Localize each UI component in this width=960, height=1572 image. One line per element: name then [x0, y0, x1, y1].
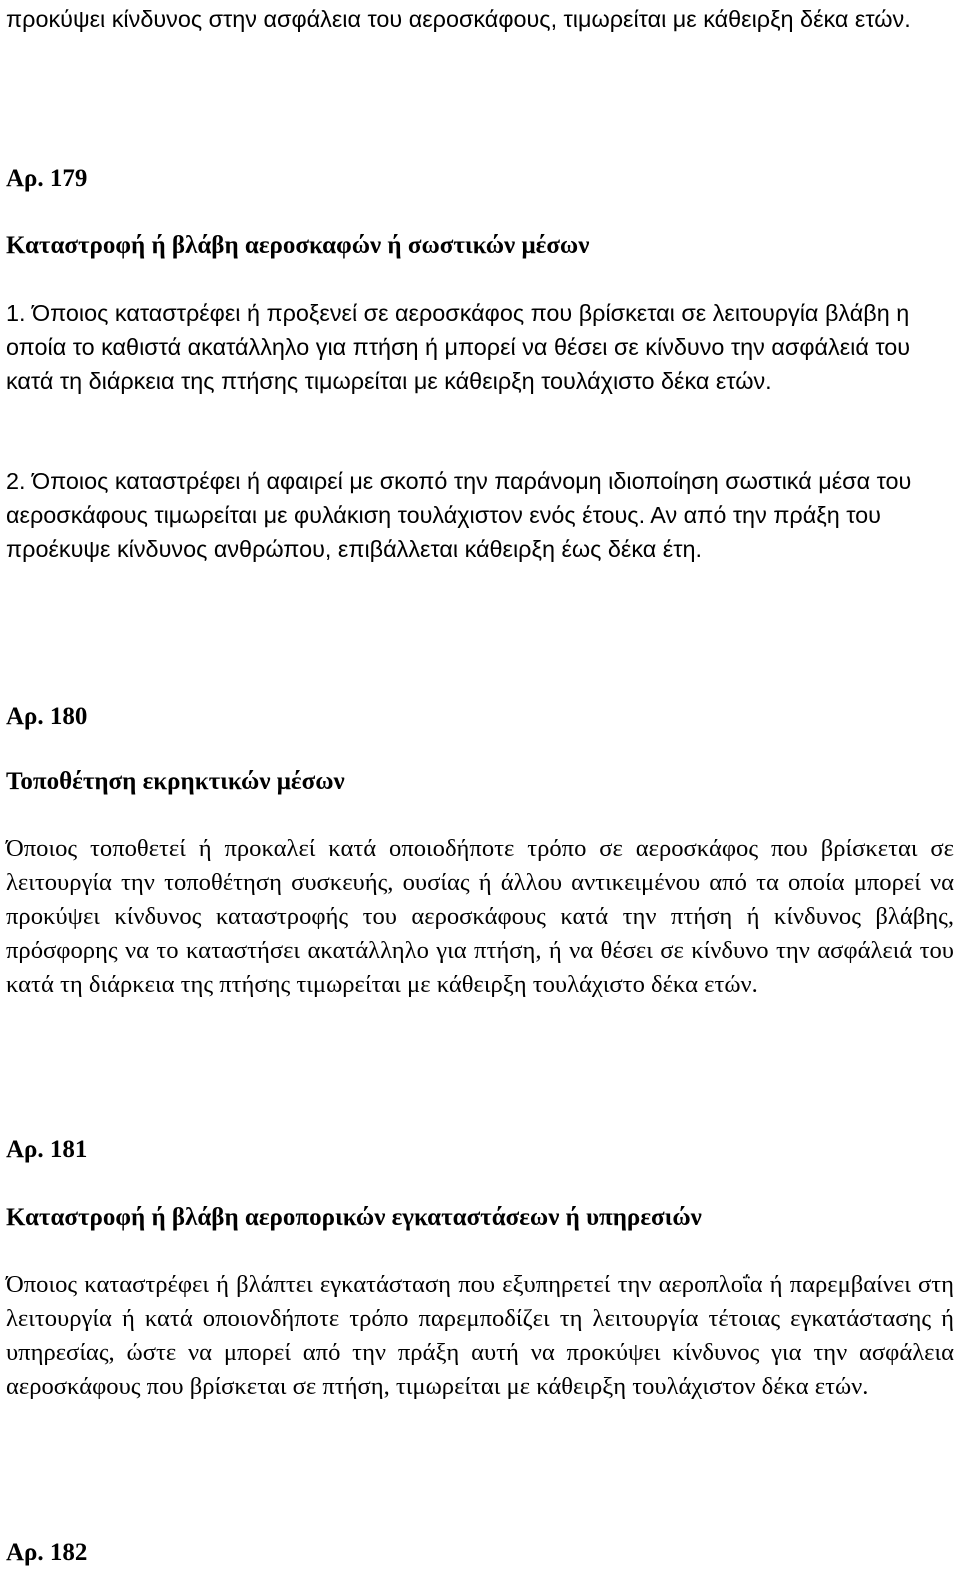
article-179-paragraph-1: 1. Όποιος καταστρέφει ή προξενεί σε αεροσκάφος που βρίσκεται σε λειτουργία βλάβη η οποία το καθιστά ακατάλληλο για πτήση ή μπορεί να θέσει σε κίνδυνο την ασφάλειά του κατά τη διάρκεια της πτήσης τιμωρείται με κάθειρξη τουλάχιστο δέκα ετών. [6, 300, 911, 394]
article-181-title: Καταστροφή ή βλάβη αεροπορικών εγκαταστάσεων ή υπηρεσιών [6, 1204, 702, 1231]
article-182-number: Αρ. 182 [6, 1539, 88, 1566]
article-180-paragraph: Όποιος τοποθετεί ή προκαλεί κατά οποιοδήποτε τρόπο σε αεροσκάφος που βρίσκεται σε λειτουργία την τοποθέτηση συσκευής, ουσίας ή άλλου αντικειμένου από τα οποία μπορεί να προκύψει κίνδυνος καταστροφής του αεροσκάφους κατά την πτήση ή κίνδυνος βλάβης, πρόσφορης να το καταστήσει ακατάλληλο για πτήση, ή να θέσει σε κίνδυνο την ασφάλειά του κατά τη διάρκεια της πτήσης τιμωρείται με κάθειρξη τουλάχιστο δέκα ετών. [6, 835, 954, 998]
article-181-number: Αρ. 181 [6, 1136, 88, 1163]
article-179-title: Καταστροφή ή βλάβη αεροσκαφών ή σωστικών μέσων [6, 232, 590, 259]
article-181-paragraph: Όποιος καταστρέφει ή βλάπτει εγκατάσταση που εξυπηρετεί την αεροπλοΐα ή παρεμβαίνει στη λειτουργία ή κατά οποιονδήποτε τρόπο παρεμποδίζει τη λειτουργία τέτοιας εγκατάστασης ή υπηρεσίας, ώστε να μπορεί από την πράξη αυτή να προκύψει κίνδυνος για την ασφάλεια αεροσκάφους που βρίσκεται σε πτήση, τιμωρείται με κάθειρξη τουλάχιστον δέκα ετών. [6, 1271, 954, 1400]
article-179-paragraph-2: 2. Όποιος καταστρέφει ή αφαιρεί με σκοπό την παράνομη ιδιοποίηση σωστικά μέσα του αεροσκάφους τιμωρείται με φυλάκιση τουλάχιστον ενός έτους. Αν από την πράξη του προέκυψε κίνδυνος ανθρώπου, επιβάλλεται κάθειρξη έως δέκα έτη. [6, 468, 912, 562]
article-179-number: Αρ. 179 [6, 165, 88, 192]
article-180-number: Αρ. 180 [6, 703, 88, 730]
intro-paragraph: προκύψει κίνδυνος στην ασφάλεια του αεροσκάφους, τιμωρείται με κάθειρξη δέκα ετών. [6, 6, 911, 32]
article-180-title: Τοποθέτηση εκρηκτικών μέσων [6, 768, 345, 795]
